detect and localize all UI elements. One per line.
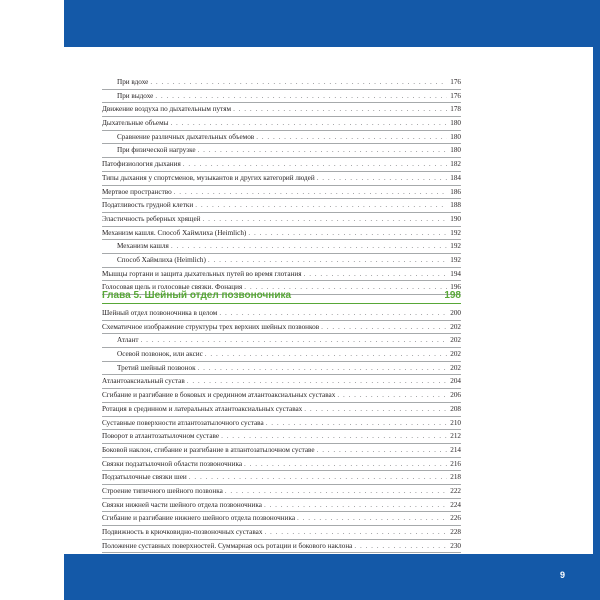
toc-entry [102, 403, 461, 417]
toc-entry-page: 204 [450, 377, 461, 386]
leader-dots [189, 471, 447, 484]
toc-entry-title: Дыхательные объемы [102, 119, 169, 128]
toc-entry-page: 194 [450, 269, 461, 278]
leader-dots [244, 458, 447, 471]
toc-entry [102, 458, 461, 472]
leader-dots [183, 158, 447, 171]
toc-entry-page: 214 [450, 445, 461, 454]
leader-dots [170, 117, 447, 130]
leader-dots [141, 334, 448, 347]
leader-dots [304, 268, 448, 281]
toc-entry-title: Способ Хаймлиха (Heimlich) [117, 255, 206, 264]
toc-entry-page: 202 [450, 363, 461, 372]
toc-entry-page: 200 [450, 309, 461, 317]
toc-entry [102, 499, 461, 513]
toc-entry-title: Эластичность реберных хрящей [102, 214, 201, 223]
toc-entry-title: При физической нагрузке [117, 146, 196, 155]
toc-entry-page: 180 [450, 119, 461, 128]
leader-dots [354, 540, 447, 553]
toc-entry [102, 268, 461, 282]
leader-dots [264, 526, 447, 539]
leader-dots [155, 90, 447, 103]
toc-entry [102, 76, 461, 90]
toc-entry [102, 485, 461, 499]
leader-dots [248, 227, 447, 240]
toc-entry-title: Атлантоаксиальный сустав [102, 377, 185, 386]
toc-entry [102, 131, 461, 145]
leader-dots [187, 375, 447, 388]
toc-entry-page: 202 [450, 336, 461, 345]
toc-entry [102, 90, 461, 104]
toc-entry-title: Схематичное изображение структуры трех верхних шейных позвонков [102, 322, 320, 331]
toc-entry-title: Ротация в срединном и латеральных атлантоаксиальных суставах [102, 404, 303, 413]
toc-entry-page: 222 [450, 486, 461, 495]
toc-entry [102, 540, 461, 554]
leader-dots [195, 199, 447, 212]
toc-entry-title: Шейный отдел позвоночника в целом [102, 309, 218, 317]
toc-entry-title: Положение суставных поверхностей. Суммарная ось ротации и бокового наклона [102, 541, 353, 550]
chapter-title: Глава 5. Шейный отдел позвоночника [102, 290, 292, 301]
toc-entry-title: Связки подзатылочной области позвоночника [102, 459, 243, 468]
toc-entry [102, 430, 461, 444]
toc-entry [102, 199, 461, 213]
toc-entry-title: Сгибание и разгибание в боковых и срединном атлантоаксиальных суставах [102, 391, 336, 400]
toc-entry-title: Третий шейный позвонок [117, 363, 196, 372]
toc-entry-page: 176 [450, 91, 461, 100]
toc-entry [102, 307, 461, 321]
leader-dots [266, 417, 448, 430]
toc-entry-page: 186 [450, 187, 461, 196]
leader-dots [174, 186, 448, 199]
toc-entry-page: 228 [450, 528, 461, 536]
toc-entry [102, 227, 461, 241]
leader-dots [321, 321, 447, 334]
toc-entry-page: 182 [450, 160, 461, 169]
toc-section-respiration [102, 76, 461, 295]
toc-entry [102, 389, 461, 403]
toc-entry-title: Механизм кашля. Способ Хаймлиха (Heimlich) [102, 228, 247, 237]
toc-entry-page: 226 [450, 514, 461, 523]
toc-entry-title: Поворот в атлантозатылочном суставе [102, 432, 220, 441]
toc-entry [102, 444, 461, 458]
toc-section-cervical [102, 307, 461, 592]
toc-entry-page: 224 [450, 500, 461, 509]
leader-dots [337, 389, 447, 402]
toc-entry-page: 230 [450, 541, 461, 550]
toc-entry [102, 254, 461, 268]
toc-entry-title: Сгибание и разгибание нижнего шейного отдела позвоночника [102, 514, 296, 523]
toc-entry-title: Сравнение различных дыхательных объемов [117, 132, 255, 141]
toc-entry-page: 192 [450, 255, 461, 264]
toc-entry-page: 212 [450, 432, 461, 441]
leader-dots [203, 213, 448, 226]
toc-entry-title: Патофизиология дыхания [102, 160, 181, 169]
toc-entry-page: 190 [450, 214, 461, 223]
toc-entry [102, 213, 461, 227]
toc-entry [102, 321, 461, 335]
toc-entry [102, 417, 461, 431]
toc-entry-page: 180 [450, 146, 461, 155]
toc-entry-page: 184 [450, 173, 461, 182]
top-color-bar [64, 0, 600, 47]
toc-entry [102, 375, 461, 389]
toc-entry-page: 188 [450, 201, 461, 210]
toc-entry [102, 158, 461, 172]
leader-dots [297, 512, 447, 525]
toc-entry [102, 186, 461, 200]
leader-dots [317, 172, 448, 185]
leader-dots [256, 131, 447, 144]
toc-entry-title: Голосовая щель и голосовые связки. Фонация [102, 283, 243, 292]
toc-entry-page: 192 [450, 228, 461, 237]
toc-entry-title: Подвижность в крючковидно-позвоночных суставах [102, 528, 263, 536]
leader-dots [221, 430, 447, 443]
toc-entry [102, 334, 461, 348]
toc-entry-title: Строение типичного шейного позвонка [102, 486, 223, 495]
leader-dots [198, 362, 448, 375]
leader-dots [171, 240, 447, 253]
toc-entry-page: 206 [450, 391, 461, 400]
toc-entry-title: Механизм кашля [117, 242, 169, 251]
leader-dots [225, 485, 447, 498]
page-number: 9 [559, 570, 565, 580]
toc-entry [102, 471, 461, 485]
toc-entry-page: 202 [450, 350, 461, 359]
leader-dots [304, 403, 447, 416]
toc-entry-page: 180 [450, 132, 461, 141]
toc-entry [102, 348, 461, 362]
toc-entry-page: 192 [450, 242, 461, 251]
chapter-heading [102, 290, 461, 304]
toc-entry [102, 144, 461, 158]
toc-entry-title: Типы дыхания у спортсменов, музыкантов и других категорий людей [102, 173, 315, 182]
toc-entry [102, 240, 461, 254]
right-edge-bar [593, 0, 600, 600]
toc-entry-title: При вдохе [117, 78, 149, 86]
toc-entry-page: 218 [450, 473, 461, 482]
toc-entry-page: 176 [450, 78, 461, 86]
toc-entry [102, 512, 461, 526]
toc-entry-title: Суставные поверхности атлантозатылочного сустава [102, 418, 264, 427]
toc-entry-title: Податливость грудной клетки [102, 201, 194, 210]
toc-entry-title: Связки нижней части шейного отдела позвоночника [102, 500, 262, 509]
toc-entry [102, 103, 461, 117]
toc-entry-page: 202 [450, 322, 461, 331]
toc-entry [102, 117, 461, 131]
toc-entry-page: 178 [450, 105, 461, 114]
toc-entry-title: При выдохе [117, 91, 154, 100]
toc-entry [102, 362, 461, 376]
toc-entry-page: 196 [450, 283, 461, 292]
leader-dots [317, 444, 448, 457]
toc-entry-page: 210 [450, 418, 461, 427]
toc-entry-title: Осевой позвонок, или аксис [117, 350, 203, 359]
chapter-page: 198 [444, 290, 461, 301]
leader-dots [264, 499, 447, 512]
toc-entry-title: Мертвое пространство [102, 187, 172, 196]
leader-dots [150, 76, 447, 89]
toc-entry-title: Движение воздуха по дыхательным путям [102, 105, 232, 114]
toc-entry-page: 208 [450, 404, 461, 413]
leader-dots [219, 307, 447, 320]
toc-entry [102, 526, 461, 540]
toc-entry-title: Атлант [117, 336, 139, 345]
leader-dots [198, 144, 448, 157]
toc-entry-title: Боковой наклон, сгибание и разгибание в атлантозатылочном суставе [102, 445, 315, 454]
toc-entry [102, 172, 461, 186]
toc-entry-page: 216 [450, 459, 461, 468]
bottom-color-bar [64, 554, 600, 600]
toc-entry-title: Мышцы гортани и защита дыхательных путей во время глотания [102, 269, 302, 278]
leader-dots [233, 103, 447, 116]
toc-entry-title: Подзатылочные связки шеи [102, 473, 187, 482]
leader-dots [205, 348, 447, 361]
leader-dots [208, 254, 447, 267]
